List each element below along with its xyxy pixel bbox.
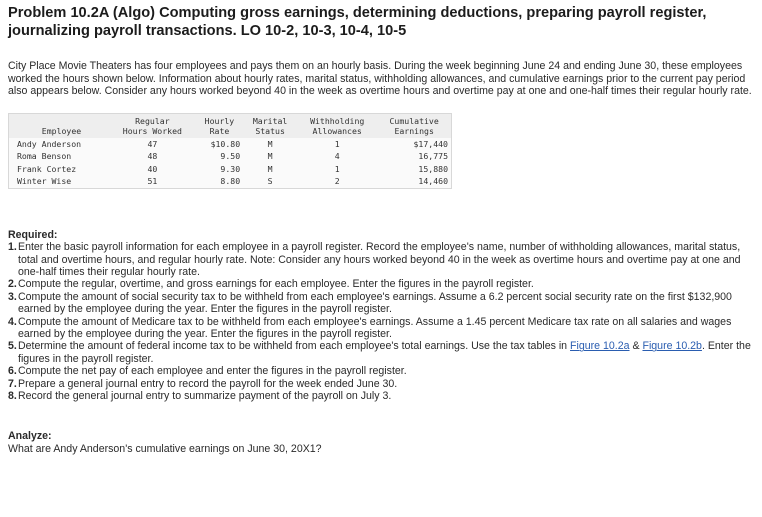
list-item: 2. Compute the regular, overtime, and gross earnings for each employee. Enter the figures in the payroll register. (8, 278, 534, 291)
list-item: 5. Determine the amount of federal income tax to be withheld from each employee's total earnings. Use the tax tables in Figure 10.2a & Figure 10.2b. Enter the figures in the payroll register. (8, 340, 751, 365)
intro-paragraph: City Place Movie Theaters has four employees and pays them on an hourly basis. During the week beginning June 24 and ending June 30, these employees worked the hours shown below. Information about hourly rates, marital status, withholding allowances, and cumulative earnings prior to the current pay period also appears below. Consider any hours worked beyond 40 in the week as overtime hours and overtime pay at one and one-half times their regular hourly rate. (8, 60, 752, 98)
cell-employee: Andy Anderson (17, 138, 82, 149)
cell-status: S (267, 176, 273, 187)
problem-title: Problem 10.2A (Algo) Computing gross earnings, determining deductions, preparing payroll register, journalizing payroll transactions. LO 10-2, 10-3, 10-4, 10-5 (8, 5, 707, 39)
required-section (8, 229, 758, 403)
cell-status: M (267, 151, 273, 162)
required-list (8, 241, 758, 402)
cell-hours: 48 (147, 151, 158, 162)
table-row (9, 138, 451, 151)
cell-employee: Winter Wise (17, 176, 72, 187)
cell-cumulative: 14,460 (418, 176, 448, 187)
cell-cumulative: 15,880 (418, 163, 448, 174)
col-header-hours: Regular Hours Worked (122, 115, 182, 137)
cell-hours: 51 (147, 176, 158, 187)
cell-employee: Frank Cortez (17, 163, 77, 174)
col-header-allowances: Withholding Allowances (310, 115, 365, 137)
cell-allowances: 1 (334, 138, 340, 149)
required-heading: Required: (8, 228, 58, 241)
cell-hours: 40 (147, 163, 158, 174)
list-item: 4. Compute the amount of Medicare tax to be withheld from each employee's earnings. Assume a 1.45 percent Medicare tax rate on all salaries and wages earned by the employee during the year. Enter the figures in the payroll register. (8, 315, 732, 341)
analyze-heading: Analyze: (8, 430, 52, 443)
cell-allowances: 1 (334, 163, 340, 174)
col-header-status: Marital Status (252, 115, 288, 137)
figure-10-2b-link[interactable]: Figure 10.2b (642, 340, 702, 353)
problem-page (8, 4, 758, 456)
col-header-cumulative: Cumulative Earnings (389, 115, 439, 137)
list-item: 8. Record the general journal entry to summarize payment of the payroll on July 3. (8, 390, 392, 403)
payroll-data-table-container (8, 113, 452, 189)
cell-allowances: 2 (334, 176, 340, 187)
cell-status: M (267, 163, 273, 174)
figure-10-2a-link[interactable]: Figure 10.2a (570, 340, 630, 353)
table-row (9, 163, 451, 176)
list-item: 6. Compute the net pay of each employee and enter the figures in the payroll register. (8, 365, 407, 378)
analyze-section (8, 430, 758, 456)
col-header-employee: Employee (41, 126, 82, 137)
list-item: 3. Compute the amount of social security tax to be withheld from each employee's earnings. Assume a 6.2 percent social security rate on the first $132,900 earned by the employee during the year. Enter the figures in the payroll register. (8, 290, 732, 316)
payroll-data-table (9, 114, 451, 188)
cell-rate: 9.50 (220, 151, 241, 162)
analyze-question: What are Andy Anderson's cumulative earnings on June 30, 20X1? (8, 443, 322, 456)
cell-employee: Roma Benson (17, 151, 72, 162)
table-row (9, 175, 451, 188)
cell-rate: $10.80 (210, 138, 241, 149)
cell-cumulative: 16,775 (418, 151, 448, 162)
cell-rate: 8.80 (220, 176, 241, 187)
col-header-rate: Hourly Rate (204, 115, 235, 137)
list-item: 7. Prepare a general journal entry to record the payroll for the week ended June 30. (8, 377, 398, 390)
cell-status: M (267, 138, 273, 149)
cell-hours: 47 (147, 138, 158, 149)
problem-intro (8, 60, 758, 98)
cell-cumulative: $17,440 (413, 138, 448, 149)
cell-rate: 9.30 (220, 163, 241, 174)
cell-allowances: 4 (334, 151, 340, 162)
table-header-row (9, 114, 451, 138)
table-row (9, 150, 451, 163)
list-item: 1. Enter the basic payroll information for each employee in a payroll register. Record the employee's name, number of withholding allowances, marital status, total and overtime hours, and regular hourly rate. Note: Consider any hours worked beyond 40 in the week as overtime hours and overtime pay at one and one-half times their regular hourly rate. (8, 241, 741, 278)
